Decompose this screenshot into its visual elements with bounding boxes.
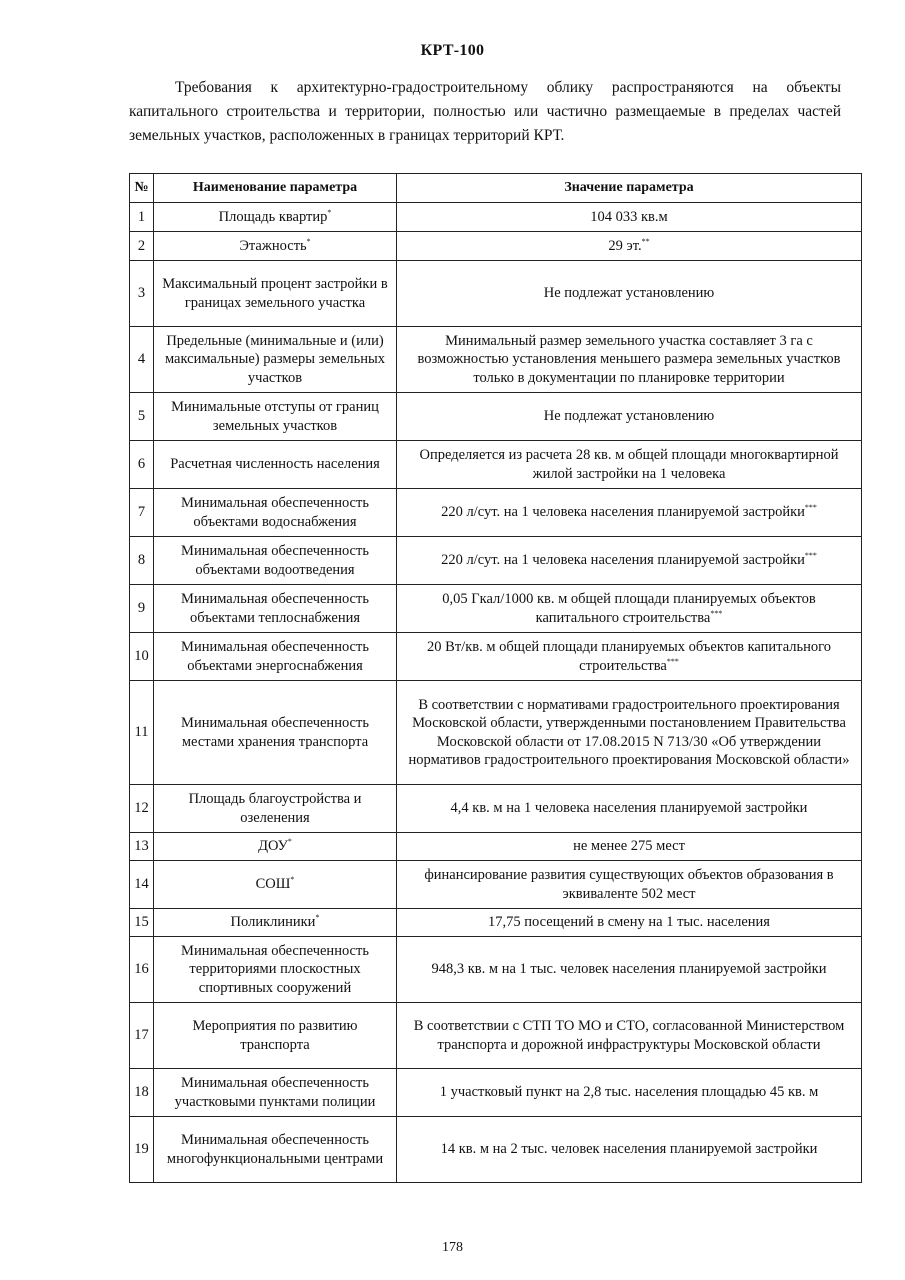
table-row (130, 261, 862, 327)
row-parameter-name: Этажность* (154, 232, 397, 261)
table-header-row (130, 174, 862, 203)
table-row (130, 441, 862, 489)
footnote-mark: * (315, 913, 320, 923)
row-number: 11 (130, 681, 154, 785)
row-parameter-name: Минимальная обеспеченность участковыми пунктами полиции (154, 1069, 397, 1117)
parameters-table (129, 173, 862, 1183)
row-number: 17 (130, 1003, 154, 1069)
row-number: 8 (130, 537, 154, 585)
table-row (130, 633, 862, 681)
row-parameter-value: 20 Вт/кв. м общей площади планируемых объектов капитального строительства*** (397, 633, 862, 681)
row-number: 10 (130, 633, 154, 681)
table-row (130, 232, 862, 261)
header-name: Наименование параметра (154, 174, 397, 203)
row-parameter-value: 4,4 кв. м на 1 человека населения планируемой застройки (397, 785, 862, 833)
row-number: 12 (130, 785, 154, 833)
row-parameter-name: Расчетная численность населения (154, 441, 397, 489)
table-row (130, 585, 862, 633)
row-parameter-name: Минимальная обеспеченность объектами водоотведения (154, 537, 397, 585)
row-number: 14 (130, 861, 154, 909)
header-value: Значение параметра (397, 174, 862, 203)
table-row (130, 1117, 862, 1183)
footnote-mark: ** (641, 236, 650, 246)
row-parameter-value: 14 кв. м на 2 тыс. человек населения планируемой застройки (397, 1117, 862, 1183)
row-parameter-name: Мероприятия по развитию транспорта (154, 1003, 397, 1069)
row-number: 19 (130, 1117, 154, 1183)
table-row (130, 203, 862, 232)
row-parameter-value: 220 л/сут. на 1 человека населения планируемой застройки*** (397, 537, 862, 585)
row-number: 5 (130, 393, 154, 441)
row-parameter-value: 104 033 кв.м (397, 203, 862, 232)
row-parameter-name: Площадь благоустройства и озеленения (154, 785, 397, 833)
row-parameter-value: финансирование развития существующих объектов образования в эквиваленте 502 мест (397, 861, 862, 909)
footnote-mark: * (287, 837, 292, 847)
row-parameter-name: СОШ* (154, 861, 397, 909)
row-number: 15 (130, 909, 154, 937)
row-parameter-value: Определяется из расчета 28 кв. м общей площади многоквартирной жилой застройки на 1 человека (397, 441, 862, 489)
table-row (130, 861, 862, 909)
table-body (130, 203, 862, 1183)
intro-paragraph: Требования к архитектурно-градостроительному облику распространяются на объекты капитального строительства и территории, полностью или частично размещаемые в пределах частей земельных участков, расположенных в границах территорий КРТ. (129, 79, 841, 144)
table-row (130, 393, 862, 441)
table-row (130, 833, 862, 861)
footnote-mark: * (327, 207, 332, 217)
table-row (130, 909, 862, 937)
row-parameter-value: Не подлежат установлению (397, 393, 862, 441)
row-parameter-value: 1 участковый пункт на 2,8 тыс. населения площадью 45 кв. м (397, 1069, 862, 1117)
row-number: 6 (130, 441, 154, 489)
row-parameter-value: В соответствии с СТП ТО МО и СТО, согласованной Министерством транспорта и дорожной инфраструктуры Московской области (397, 1003, 862, 1069)
row-number: 4 (130, 327, 154, 393)
table-row (130, 489, 862, 537)
row-parameter-name: Минимальная обеспеченность объектами теплоснабжения (154, 585, 397, 633)
row-parameter-value: 948,3 кв. м на 1 тыс. человек населения планируемой застройки (397, 937, 862, 1003)
row-parameter-name: Минимальная обеспеченность территориями плоскостных спортивных сооружений (154, 937, 397, 1003)
row-parameter-value: Минимальный размер земельного участка составляет 3 га с возможностью установления меньшего размера земельных участков только в документации по планировке территории (397, 327, 862, 393)
row-parameter-name: Минимальная обеспеченность местами хранения транспорта (154, 681, 397, 785)
row-number: 7 (130, 489, 154, 537)
row-parameter-name: Предельные (минимальные и (или) максимальные) размеры земельных участков (154, 327, 397, 393)
row-parameter-value: 29 эт.** (397, 232, 862, 261)
row-number: 16 (130, 937, 154, 1003)
document-title: КРТ-100 (420, 42, 485, 59)
row-parameter-name: Максимальный процент застройки в границах земельного участка (154, 261, 397, 327)
row-number: 3 (130, 261, 154, 327)
table-row (130, 537, 862, 585)
header-num: № (130, 174, 154, 203)
row-parameter-name: Минимальная обеспеченность многофункциональными центрами (154, 1117, 397, 1183)
row-parameter-name: Минимальные отступы от границ земельных участков (154, 393, 397, 441)
row-number: 18 (130, 1069, 154, 1117)
footnote-mark: * (290, 875, 295, 885)
row-parameter-name: ДОУ* (154, 833, 397, 861)
row-number: 9 (130, 585, 154, 633)
row-parameter-name: Площадь квартир* (154, 203, 397, 232)
row-parameter-value: 0,05 Гкал/1000 кв. м общей площади планируемых объектов капитального строительства*** (397, 585, 862, 633)
row-parameter-value: Не подлежат установлению (397, 261, 862, 327)
row-parameter-name: Минимальная обеспеченность объектами энергоснабжения (154, 633, 397, 681)
row-parameter-value: 17,75 посещений в смену на 1 тыс. населения (397, 909, 862, 937)
row-number: 2 (130, 232, 154, 261)
table-row (130, 681, 862, 785)
row-parameter-name: Минимальная обеспеченность объектами водоснабжения (154, 489, 397, 537)
table-row (130, 327, 862, 393)
row-number: 1 (130, 203, 154, 232)
table-row (130, 937, 862, 1003)
page-number: 178 (442, 1240, 463, 1255)
table-row (130, 785, 862, 833)
row-parameter-name: Поликлиники* (154, 909, 397, 937)
table-row (130, 1003, 862, 1069)
footnote-mark: *** (710, 608, 723, 618)
row-parameter-value: не менее 275 мест (397, 833, 862, 861)
row-parameter-value: В соответствии с нормативами градостроительного проектирования Московской области, утвержденными постановлением Правительства Московской области от 17.08.2015 N 713/30 «Об утверждении нормативов градостроительного проектирования Московской области» (397, 681, 862, 785)
row-parameter-value: 220 л/сут. на 1 человека населения планируемой застройки*** (397, 489, 862, 537)
table-row (130, 1069, 862, 1117)
footnote-mark: *** (804, 503, 817, 513)
footnote-mark: * (306, 236, 311, 246)
row-number: 13 (130, 833, 154, 861)
footnote-mark: *** (804, 551, 817, 561)
footnote-mark: *** (666, 656, 679, 666)
